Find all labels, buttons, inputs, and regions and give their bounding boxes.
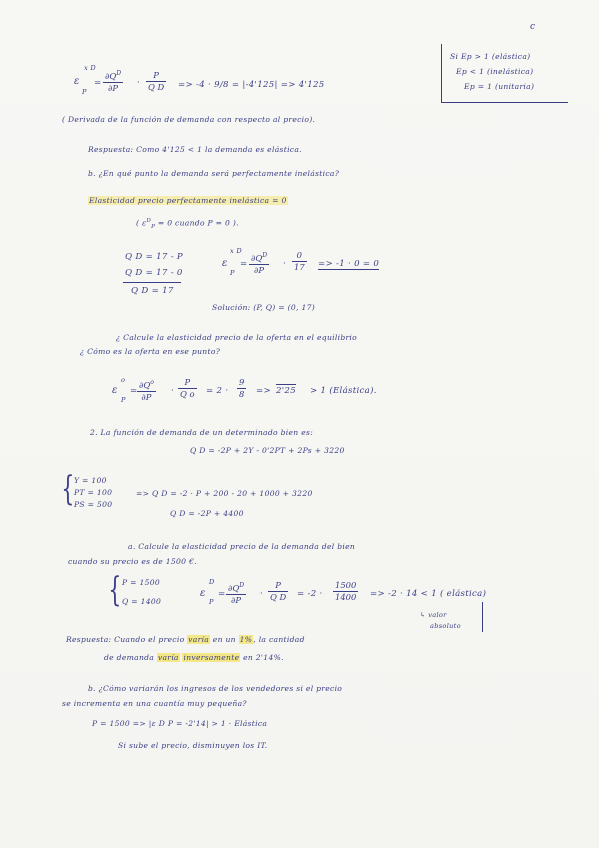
abs-note-line-1: ↳ valor [420, 611, 447, 619]
qd-line-2: Q D = 17 - 0 [125, 268, 183, 278]
question-a-line-2: cuando su precio es de 1500 €. [68, 557, 197, 566]
qd-line-3: Q D = 17 [131, 286, 174, 296]
eq2-result: => -1 · 0 = 0 [318, 259, 380, 269]
note-derivative: ( Derivada de la función de demanda con respecto al precio). [62, 115, 316, 124]
eq3-conclusion: > 1 (Elástica). [310, 386, 377, 396]
question-a-line-1: a. Calcule la elasticidad precio de la demanda del bien [128, 542, 356, 551]
eq2-subscript: P [230, 269, 235, 277]
final-line-2: Si sube el precio, disminuyen los IT. [118, 741, 268, 750]
eq4-fraction-derivative: $\frac{\partial Q^D}{\partial P}$ [228, 582, 245, 605]
eq4-subscript: P [209, 598, 214, 606]
eq3-fraction-pq: $\frac{P}{\text{Q o}}$ [180, 377, 195, 399]
eq1-fraction-derivative: $\frac{\partial Q^D}{\partial P}$ [105, 70, 122, 93]
eq1-dot: · [137, 78, 141, 88]
brace-pq: { [108, 570, 122, 610]
answer-2-line-1: Respuesta: Cuando el precio varía en un 1%, la cantidad [66, 635, 305, 644]
eq3-result: 2'25 [276, 386, 296, 396]
legend-line-2: Ep < 1 (inelástica) [456, 67, 534, 76]
eq4-superscript: D [209, 578, 215, 586]
qd-line-1: Q D = 17 - P [125, 252, 184, 262]
eq1-subscript: P [82, 88, 87, 96]
legend-line-3: Ep = 1 (unitaria) [464, 82, 535, 91]
final-line-1: P = 1500 => |ε D P = -2'14| > 1 · Elástica [92, 719, 268, 728]
corner-mark: c [530, 22, 536, 32]
eq3-epsilon: ε [112, 385, 118, 396]
eq2-superscript: x D [230, 247, 243, 255]
demand-function: Q D = -2P + 2Y - 0'2PT + 2Ps + 3220 [190, 446, 345, 455]
solution: Solución: (P, Q) = (0, 17) [212, 303, 315, 312]
eq3-fraction-derivative: $\frac{\partial Q^o}{\partial P}$ [139, 379, 154, 402]
answer-2-line-2: de demanda varía inversamente en 2'14%. [104, 653, 284, 662]
question-b2-line-1: b. ¿Cómo variarán los ingresos de los vendedores si el precio [88, 684, 343, 693]
value-y: Y = 100 [74, 476, 107, 485]
eq3-subscript: P [121, 396, 126, 404]
answer-1: Respuesta: Como 4'125 < 1 la demanda es elástica. [88, 145, 302, 154]
qd-underline [123, 282, 181, 283]
eq2-epsilon: ε [222, 258, 228, 269]
abs-note-line-2: absoluto [430, 622, 461, 630]
value-ps: PS = 500 [74, 500, 113, 509]
question-c-line-1: ¿ Calcule la elasticidad precio de la oferta en el equilibrio [116, 333, 358, 342]
value-q: Q = 1400 [122, 597, 162, 606]
eq4-fraction-values: $\frac{1500}{1400}$ [335, 580, 357, 602]
substitution: => Q D = -2 · P + 200 - 20 + 1000 + 3220 [136, 489, 313, 498]
eq1-superscript: x D [84, 64, 97, 72]
eq1-equals: = [94, 78, 102, 88]
question-b2-line-2: se incrementa en una cuantía muy pequeña? [62, 699, 247, 708]
eq1-fraction-pq: $\frac{P}{\text{Q D}}$ [148, 70, 165, 92]
notebook-page: c Si Ep > 1 (elástica) Ep < 1 (inelástica) Ep = 1 (unitaria) ε x D P = $\frac{\partial Q^D}{\partial P}$ · $\frac{P}{\text{Q D}}$ => -4 · 9/8 = |-4'125| => 4'125 ( Derivada de la función de demanda con respecto al precio). Respuesta: Como 4'125 < 1 la demanda es elástica. b. ¿En qué punto la demanda será perfectamente inelástica? Elasticidad precio perfectamente inelástica = 0 ( $\varepsilon^D_P = 0$ cuando P = 0 ). Q D = 17 - P Q D = 17 - 0 Q D = 17 ε x D P = $\frac{\partial Q^D}{\partial P}$ · $\frac{0}{17}$ => -1 · 0 = 0 Solución: (P, Q) = (0, 17) ¿ Calcule la elasticidad precio de la oferta en el equilibrio ¿ Cómo es la oferta en ese punto? ε o P = $\frac{\partial Q^o}{\partial P}$ · $\frac{P}{\text{Q o}}$ = 2 · $\frac{9}{8}$ => 2'25 > 1 (Elástica). 2. La función de demanda de un determinado bien es: Q D = -2P + 2Y - 0'2PT + 2Ps + 3220 { Y = 100 PT = 100 PS = 500 => Q D = -2 · P + 200 - 20 + 1000 + 3220 Q D = -2P + 4400 a. Calcule la elasticidad precio de la demanda del bien cuando su precio es de 1500 €. { P = 1500 Q = 1400 ε D P = $\frac{\partial Q^D}{\partial P}$ · $\frac{P}{\text{Q D}}$ = -2 · $\frac{1500}{1400}$ => -2 · 14 < 1 ( elástica) ↳ valor absoluto Respuesta: Cuando el precio varía en un 1%, la cantidad de demanda varía inversamente en 2'14%. b. ¿Cómo variarán los ingresos de los vendedores si el precio se incrementa en una cuantía muy pequeña? P = 1500 => |ε D P = -2'14| > 1 · Elástica Si sube el precio, disminuyen los IT. [0, 0, 599, 848]
section-2-intro: 2. La función de demanda de un determinado bien es: [90, 428, 314, 437]
eq1-epsilon: ε [74, 76, 80, 87]
eq4-fraction-pq: $\frac{P}{\text{Q D}}$ [270, 580, 287, 602]
eq3-fraction-values: $\frac{9}{8}$ [239, 377, 245, 399]
eq3-superscript: o [121, 376, 126, 384]
eq2-fraction-derivative: $\frac{\partial Q^D}{\partial P}$ [251, 252, 268, 275]
perfect-condition: ( $\varepsilon^D_P = 0$ cuando P = 0 ). [136, 218, 239, 231]
abs-note-arrow [482, 602, 483, 632]
value-p: P = 1500 [122, 578, 161, 587]
eq4-result: => -2 · 14 < 1 ( elástica) [370, 589, 487, 599]
legend-line-1: Si Ep > 1 (elástica) [450, 52, 531, 61]
substitution-result: Q D = -2P + 4400 [170, 509, 244, 518]
value-pt: PT = 100 [74, 488, 113, 497]
eq4-epsilon: ε [200, 588, 206, 599]
question-b: b. ¿En qué punto la demanda será perfectamente inelástica? [88, 169, 340, 178]
brace-values: { [61, 469, 75, 509]
eq1-result: => -4 · 9/8 = |-4'125| => 4'125 [178, 80, 325, 90]
perfect-inelastic: Elasticidad precio perfectamente inelástica = 0 [89, 196, 287, 205]
eq2-fraction: $\frac{0}{17}$ [294, 250, 305, 272]
question-c-line-2: ¿ Cómo es la oferta en ese punto? [80, 347, 221, 356]
